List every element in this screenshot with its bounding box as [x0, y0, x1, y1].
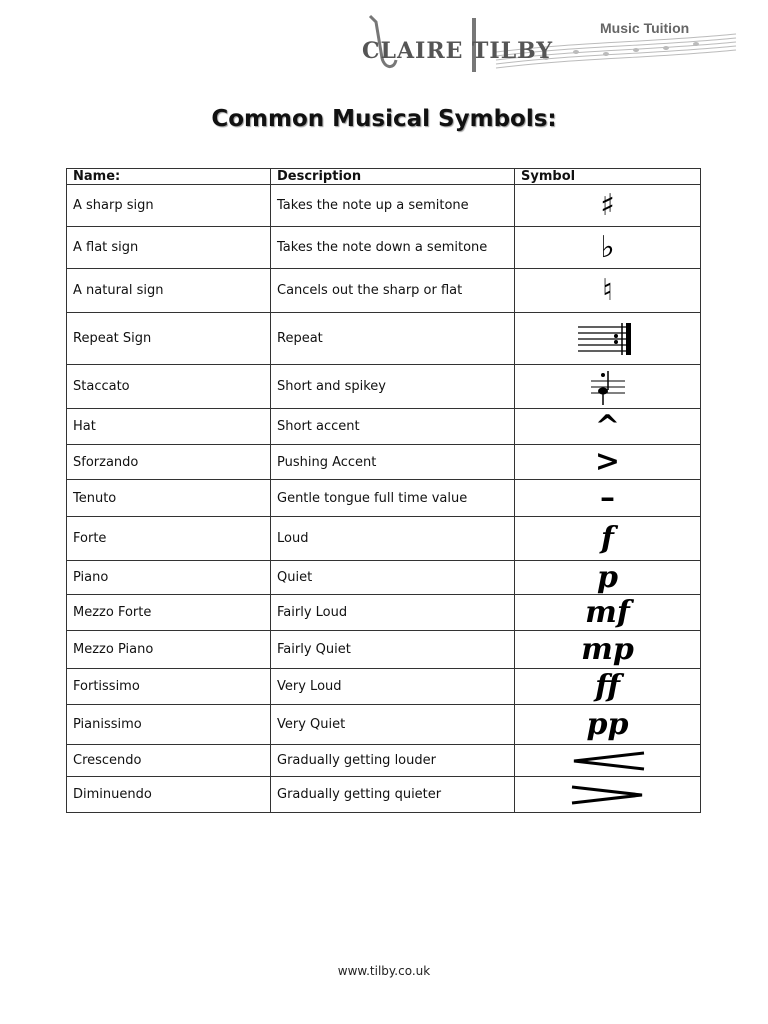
symbol-description: Gradually getting louder: [271, 745, 515, 777]
symbol-description: Gentle tongue full time value: [271, 480, 515, 517]
pianissimo-icon: pp: [583, 710, 633, 740]
crescendo-hairpin-icon: [566, 750, 650, 772]
sharp-icon: ♯: [596, 191, 619, 221]
symbol-description: Fairly Loud: [271, 595, 515, 631]
mezzo-forte-icon: mf: [581, 598, 634, 628]
symbol-cell: [515, 409, 701, 445]
table-row: [67, 227, 701, 269]
symbol-cell: [515, 227, 701, 269]
table-row: [67, 480, 701, 517]
symbol-description: Short accent: [271, 409, 515, 445]
symbol-cell: [515, 480, 701, 517]
symbol-name: Mezzo Piano: [67, 631, 271, 669]
logo-name: CLAIRE TILBY: [362, 38, 554, 64]
symbol-cell: [515, 313, 701, 365]
symbol-cell: [515, 705, 701, 745]
symbol-description: Short and spikey: [271, 365, 515, 409]
symbol-description: Repeat: [271, 313, 515, 365]
symbol-name: Staccato: [67, 365, 271, 409]
symbol-name: Tenuto: [67, 480, 271, 517]
column-header-description: Description: [271, 169, 515, 185]
accent-icon: >: [591, 447, 624, 477]
symbol-name: Repeat Sign: [67, 313, 271, 365]
table-row: [67, 595, 701, 631]
symbol-name: Piano: [67, 561, 271, 595]
symbol-name: Pianissimo: [67, 705, 271, 745]
footer-url: www.tilby.co.uk: [337, 964, 431, 978]
table-row: [67, 269, 701, 313]
column-header-name: Name:: [67, 169, 271, 185]
table-row: [67, 185, 701, 227]
flat-icon: ♭: [596, 233, 618, 263]
piano-icon: p: [593, 563, 622, 593]
symbol-name: Diminuendo: [67, 777, 271, 813]
symbol-name: A natural sign: [67, 269, 271, 313]
symbol-cell: [515, 269, 701, 313]
symbol-description: Fairly Quiet: [271, 631, 515, 669]
repeat-sign-icon: [574, 319, 642, 359]
symbol-cell: [515, 517, 701, 561]
symbol-name: Crescendo: [67, 745, 271, 777]
staccato-note-icon: [587, 367, 629, 407]
symbol-name: A sharp sign: [67, 185, 271, 227]
table-row: [67, 313, 701, 365]
table-header-row: [67, 169, 701, 185]
table-row: [67, 517, 701, 561]
column-header-symbol: Symbol: [515, 169, 701, 185]
marcato-icon: ^: [591, 412, 624, 442]
forte-icon: f: [597, 524, 618, 554]
symbol-cell: [515, 631, 701, 669]
symbol-name: Hat: [67, 409, 271, 445]
symbol-name: Fortissimo: [67, 669, 271, 705]
symbol-description: Gradually getting quieter: [271, 777, 515, 813]
table-row: [67, 409, 701, 445]
symbol-description: Takes the note up a semitone: [271, 185, 515, 227]
symbol-name: Mezzo Forte: [67, 595, 271, 631]
logo-tagline: Music Tuition: [600, 20, 690, 36]
natural-icon: ♮: [598, 276, 617, 306]
symbol-cell: [515, 365, 701, 409]
table-row: [67, 365, 701, 409]
mezzo-piano-icon: mp: [577, 635, 638, 665]
table-row: [67, 669, 701, 705]
symbol-description: Pushing Accent: [271, 445, 515, 480]
diminuendo-hairpin-icon: [566, 784, 650, 806]
symbol-description: Loud: [271, 517, 515, 561]
symbol-cell: [515, 745, 701, 777]
symbol-name: Forte: [67, 517, 271, 561]
fortissimo-icon: ff: [591, 672, 624, 702]
symbol-name: Sforzando: [67, 445, 271, 480]
symbol-description: Cancels out the sharp or flat: [271, 269, 515, 313]
symbol-name: A flat sign: [67, 227, 271, 269]
symbol-cell: [515, 595, 701, 631]
page-title: Common Musical Symbols:: [211, 106, 557, 132]
table-row: [67, 777, 701, 813]
symbol-description: Very Loud: [271, 669, 515, 705]
tenuto-icon: –: [596, 483, 619, 513]
table-row: [67, 561, 701, 595]
symbol-cell: [515, 185, 701, 227]
symbol-cell: [515, 777, 701, 813]
symbol-cell: [515, 445, 701, 480]
table-row: [67, 631, 701, 669]
symbol-cell: [515, 561, 701, 595]
symbol-description: Quiet: [271, 561, 515, 595]
table-row: [67, 445, 701, 480]
symbol-description: Very Quiet: [271, 705, 515, 745]
symbols-table: [66, 168, 701, 813]
logo: [356, 12, 756, 82]
symbol-description: Takes the note down a semitone: [271, 227, 515, 269]
symbol-cell: [515, 669, 701, 705]
table-row: [67, 745, 701, 777]
table-row: [67, 705, 701, 745]
